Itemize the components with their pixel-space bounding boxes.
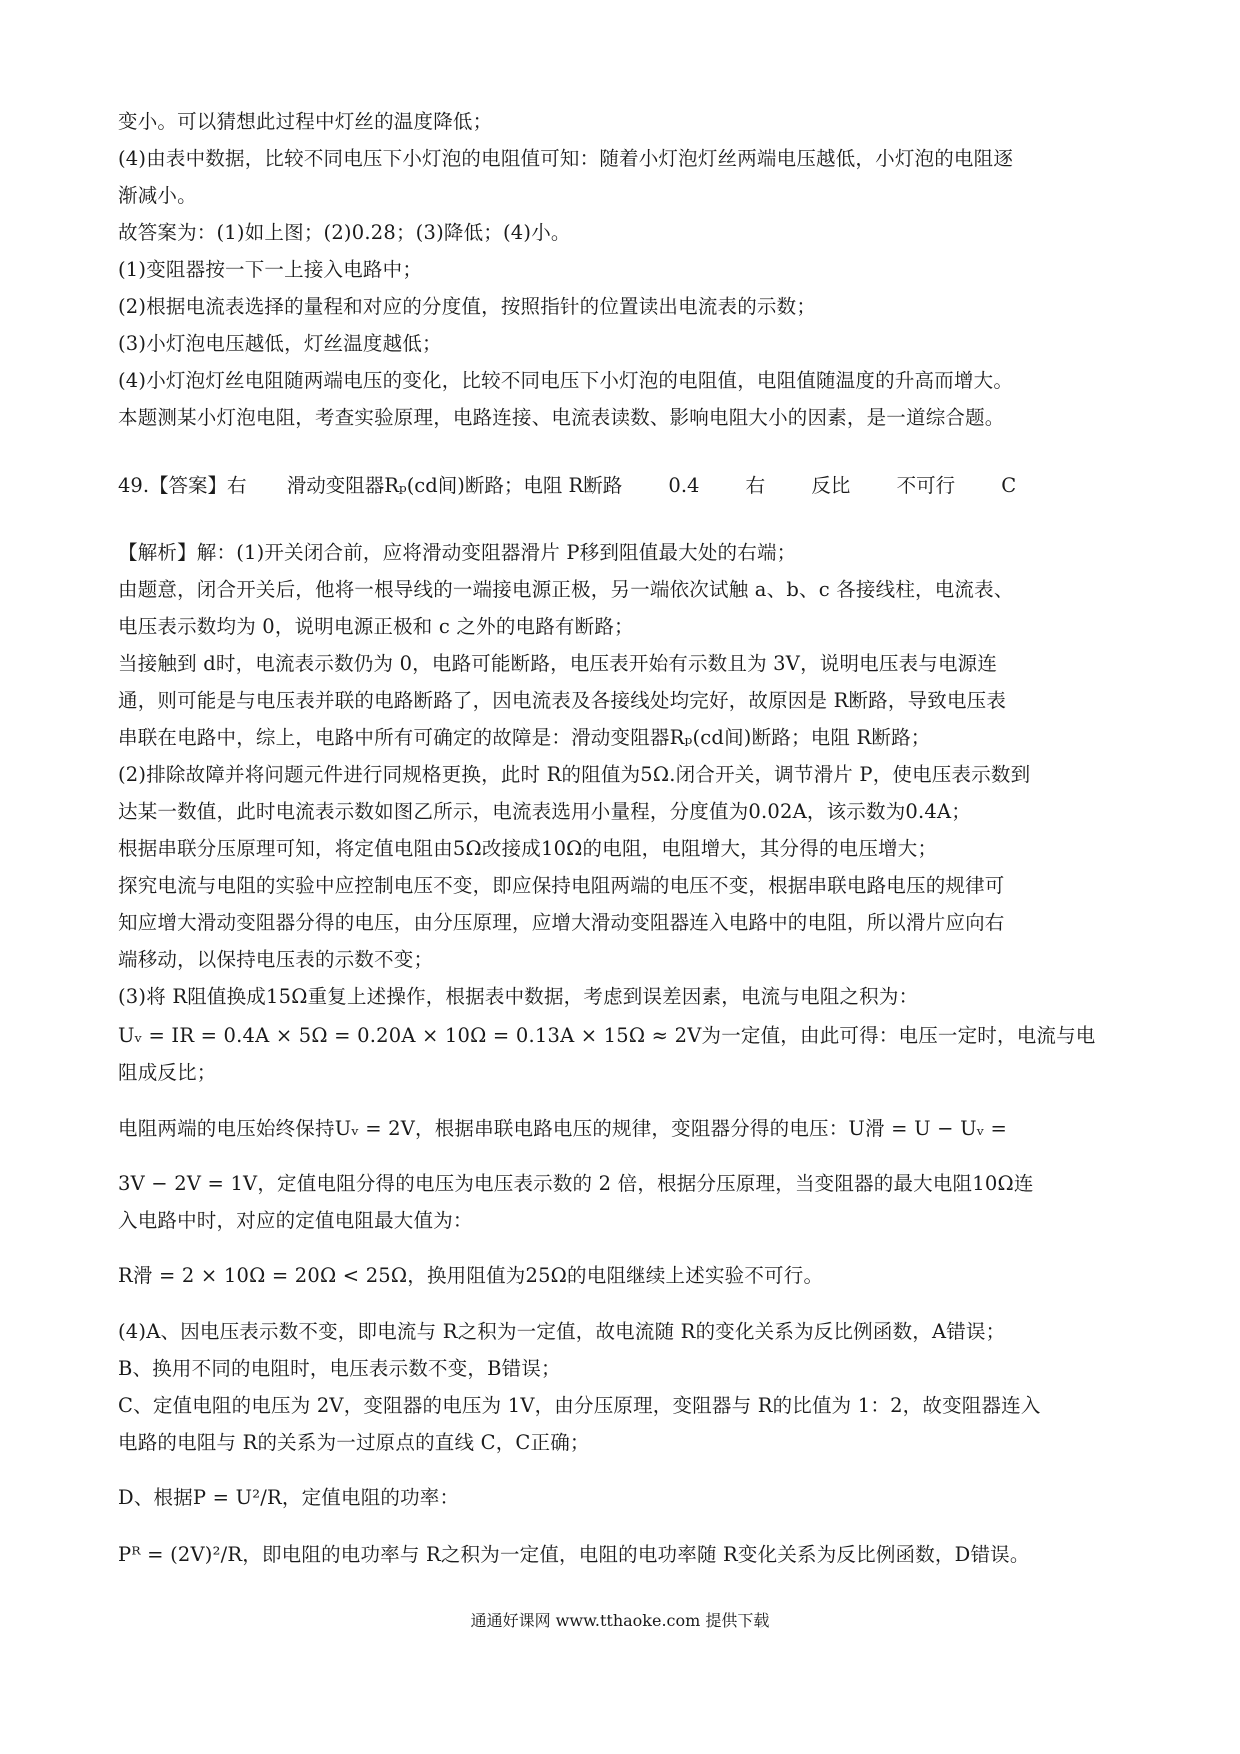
page-footer: 通通好课网 www.tthaoke.com 提供下载 bbox=[470, 1611, 770, 1630]
formula-line: Uᵥ = IR = 0.4A × 5Ω = 0.20A × 10Ω = 0.13A × 15Ω ≈ 2V为一定值，由此可得：电压一定时，电流与电 bbox=[118, 1024, 1096, 1047]
text-line: (1)变阻器按一下一上接入电路中； bbox=[118, 258, 423, 281]
analysis-line: B、换用不同的电阻时，电压表示数不变，B错误； bbox=[118, 1357, 561, 1380]
analysis-line: (4)A、因电压表示数不变，即电流与 R之积为一定值，故电流随 R的变化关系为反比例函数，A错误； bbox=[118, 1320, 1006, 1343]
analysis-line: 通，则可能是与电压表并联的电路断路了，因电流表及各接线处均完好，故原因是 R断路，导致电压表 bbox=[118, 689, 1007, 712]
text-line: 故答案为：(1)如上图；(2)0.28；(3)降低；(4)小。 bbox=[118, 221, 571, 244]
analysis-line: (3)将 R阻值换成15Ω重复上述操作，根据表中数据，考虑到误差因素，电流与电阻之积为： bbox=[118, 985, 919, 1008]
analysis-line: 达某一数值，此时电流表示数如图乙所示，电流表选用小量程，分度值为0.02A，该示数为0.4A； bbox=[118, 800, 971, 823]
answer-item: C bbox=[1001, 474, 1017, 497]
analysis-line: C、定值电阻的电压为 2V，变阻器的电压为 1V，由分压原理，变阻器与 R的比值为 1：2，故变阻器连入 bbox=[118, 1394, 1041, 1417]
text-line: (2)根据电流表选择的量程和对应的分度值，按照指针的位置读出电流表的示数； bbox=[118, 295, 817, 318]
analysis-line: 入电路中时，对应的定值电阻最大值为： bbox=[118, 1209, 473, 1232]
analysis-line: (2)排除故障并将问题元件进行同规格更换，此时 R的阻值为5Ω.闭合开关，调节滑片 P，使电压表示数到 bbox=[118, 763, 1031, 786]
analysis-line: 电路的电阻与 R的关系为一过原点的直线 C，C正确； bbox=[118, 1431, 590, 1454]
analysis-line: 知应增大滑动变阻器分得的电压，由分压原理，应增大滑动变阻器连入电路中的电阻，所以滑片应向右 bbox=[118, 911, 1005, 934]
analysis-line: 【解析】解：(1)开关闭合前，应将滑动变阻器滑片 P移到阻值最大处的右端； bbox=[118, 541, 797, 564]
analysis-line: 根据串联分压原理可知，将定值电阻由5Ω改接成10Ω的电阻，电阻增大，其分得的电压增大； bbox=[118, 837, 938, 860]
answer-prefix: 49.【答案】右 bbox=[118, 474, 247, 497]
formula-line: Pᴿ = (2V)²/R，即电阻的电功率与 R之积为一定值，电阻的电功率随 R变化关系为反比例函数，D错误。 bbox=[118, 1543, 1030, 1566]
formula-line: D、根据P = U²/R，定值电阻的功率： bbox=[118, 1486, 460, 1509]
analysis-line: 阻成反比； bbox=[118, 1061, 217, 1084]
formula-line: R滑 = 2 × 10Ω = 20Ω < 25Ω，换用阻值为25Ω的电阻继续上述实验不可行。 bbox=[118, 1264, 824, 1287]
answer-item: 滑动变阻器Rₚ(cd间)断路；电阻 R断路 bbox=[286, 474, 623, 497]
text-line: 本题测某小灯泡电阻，考查实验原理，电路连接、电流表读数、影响电阻大小的因素，是一道综合题。 bbox=[118, 406, 1005, 429]
analysis-line: 电压表示数均为 0，说明电源正极和 c 之外的电路有断路； bbox=[118, 615, 634, 638]
analysis-line: 探究电流与电阻的实验中应控制电压不变，即应保持电阻两端的电压不变，根据串联电路电压的规律可 bbox=[118, 874, 1005, 897]
text-line: (4)小灯泡灯丝电阻随两端电压的变化，比较不同电压下小灯泡的电阻值，电阻值随温度的升高而增大。 bbox=[118, 369, 1014, 392]
analysis-line: 当接触到 d时，电流表示数仍为 0，电路可能断路，电压表开始有示数且为 3V，说明电压表与电源连 bbox=[118, 652, 998, 675]
formula-line: 电阻两端的电压始终保持Uᵥ = 2V，根据串联电路电压的规律，变阻器分得的电压：U滑 = U − Uᵥ = bbox=[118, 1117, 1008, 1140]
answer-item: 不可行 bbox=[896, 474, 956, 497]
text-line: (3)小灯泡电压越低，灯丝温度越低； bbox=[118, 332, 442, 355]
text-line: 变小。可以猜想此过程中灯丝的温度降低； bbox=[118, 110, 493, 133]
formula-line: 3V − 2V = 1V，定值电阻分得的电压为电压表示数的 2 倍，根据分压原理，当变阻器的最大电阻10Ω连 bbox=[118, 1172, 1034, 1195]
analysis-line: 端移动，以保持电压表的示数不变； bbox=[118, 948, 434, 971]
analysis-line: 串联在电路中，综上，电路中所有可确定的故障是：滑动变阻器Rₚ(cd间)断路；电阻 R断路； bbox=[118, 726, 931, 749]
text-line: 渐减小。 bbox=[118, 184, 197, 207]
text-line: (4)由表中数据，比较不同电压下小灯泡的电阻值可知：随着小灯泡灯丝两端电压越低，小灯泡的电阻逐 bbox=[118, 147, 1014, 170]
answer-item: 反比 bbox=[811, 474, 851, 497]
answer-line bbox=[118, 472, 1016, 500]
answer-item: 0.4 bbox=[668, 474, 700, 497]
analysis-line: 由题意，闭合开关后，他将一根导线的一端接电源正极，另一端依次试触 a、b、c 各接线柱，电流表、 bbox=[118, 578, 1014, 601]
answer-item: 右 bbox=[745, 474, 766, 497]
